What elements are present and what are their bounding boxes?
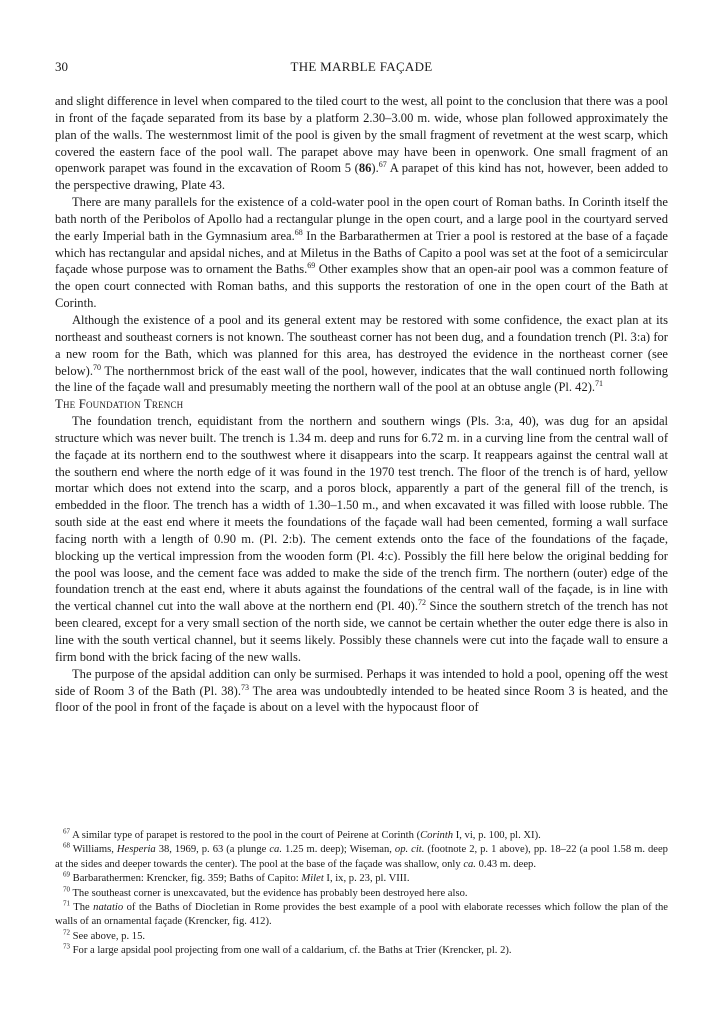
footnote-ref[interactable]: 69 [307, 261, 316, 271]
running-title: THE MARBLE FAÇADE [290, 59, 433, 74]
text-run: 0.43 m. deep. [475, 858, 536, 870]
footnote-ref[interactable]: 70 [92, 362, 101, 372]
footnote-ref[interactable]: 68 [294, 227, 303, 237]
paragraph-1 [55, 93, 668, 194]
body-text [55, 93, 668, 716]
footnote-68 [55, 843, 668, 872]
italic-run: ca. [463, 858, 476, 870]
footnote-71 [55, 901, 668, 930]
italic-run: Hesperia [116, 844, 156, 856]
footnote-number: 67 [63, 827, 70, 836]
footnote-ref[interactable]: 67 [378, 160, 387, 170]
text-run: A similar type of parapet is restored to the pool in the court of Peirene at Corinth ( [70, 830, 421, 841]
italic-run: Milet [301, 873, 324, 885]
catalog-number: 86 [358, 161, 372, 176]
text-run: The [70, 902, 94, 914]
text-run: See above, p. 15. [70, 930, 146, 942]
text-run: 1.25 m. deep); Wiseman, [281, 844, 395, 856]
footnote-70 [55, 887, 668, 901]
text-run: Other examples show that an open-air pool was a common feature of the open court connected with Roman baths, and this supports the restoration of one in the open court of the Bath at Corinth. [55, 262, 669, 311]
text-run: 38, 1969, p. 63 (a plunge [155, 844, 270, 856]
footnote-67 [55, 829, 668, 843]
text-run: For a large apsidal pool projecting from one wall of a caldarium, cf. the Baths at Trier (Krencker, pl. 2). [70, 945, 512, 957]
text-run: Although the existence of a pool and its general extent may be restored with some confidence, the exact plan at its northeast and southeast corners is not known. The southeast corner has not been dug, and a foundation trench (Pl. 3:a) for a new room for the Bath, which was planned for this area, has destroyed the evidence in the northeast corner (see below). [55, 312, 668, 378]
paragraph-5 [55, 666, 668, 717]
text-run: The southeast corner is unexcavated, but the evidence has probably been destroyed here also. [70, 887, 468, 899]
text-run: Since the southern stretch of the trench has not been cleared, except for a very small section of the north side, we cannot be certain whether the outer edge there is also in line with the south vertical channel, but it seems likely. Possibly these channels were cut into the façade wall to ensure a firm bond with the brick facing of the new walls. [55, 599, 668, 664]
text-run: The purpose of the apsidal addition can only be surmised. Perhaps it was intended to hold a pool, opening off the west side of Room 3 of the Bath (Pl. 38). [55, 666, 668, 698]
italic-run: Corinth [420, 830, 454, 841]
footnote-number: 70 [63, 885, 70, 894]
footnote-69 [55, 872, 668, 886]
text-run: The area was undoubtedly intended to be heated since Room 3 is heated, and the floor of the pool in front of the façade is about on a level with the hypocaust floor of [55, 683, 668, 715]
italic-run: op. cit. [394, 844, 425, 856]
text-run: (footnote 2, p. 1 above), pp. 18–22 (a pool 1.58 m. deep at the sides and deeper towards the center). The pool at the base of the façade was shallow, only [55, 844, 668, 870]
text-run: In the Barbarathermen at Trier a pool is restored at the base of a façade which has rectangular and apsidal niches, and at Miletus in the Baths of Capito a pool was set at the foot of a semicircular façade whose purpose was to ornament the Baths. [55, 228, 668, 277]
text-run: of the Baths of Diocletian in Rome provides the best example of a pool with elaborate recesses which follow the plan of the walls of an ornamental façade (Krencker, fig. 412). [55, 902, 669, 928]
footnote-ref[interactable]: 72 [417, 598, 426, 608]
running-header [55, 58, 668, 76]
footnote-number: 69 [63, 870, 70, 879]
text-run: and slight difference in level when compared to the tiled court to the west, all point to the conclusion that there was a pool in front of the façade separated from its base by a platform 2.30–3.00 m. wide, whose plan followed approximately the plan of the walls. The westernmost limit of the pool is given by the small fragment of revetment at the west scarp, which covered the eastern face of the pool wall. The parapet above may have been in openwork. One small fragment of an openwork parapet was found in the excavation of Room 5 ( [55, 94, 668, 176]
paragraph-3 [55, 312, 668, 396]
footnote-73 [55, 944, 668, 958]
footnote-number: 68 [63, 841, 70, 850]
text-run: The foundation trench, equidistant from the northern and southern wings (Pls. 3:a, 40), was dug for an apsidal structure which was never built. The trench is 1.34 m. deep and runs for 6.72 m. in a curving line from the central wall of the façade at its northern end to the southwest where it disappears into the scarp. It reappears against the central wall at the southern end where the north edge of it was found in the 1970 test trench. The floor of the trench is of hard, yellow mortar which does not extend into the scarp, and a poros block, apparently a part of the general fill of the trench, is embedded in the floor. The trench has a width of 1.30–1.50 m., and when excavated it was filled with loose rubble. The south side at the east end where it meets the foundations of the façade wall had been cemented, forming a wall surface facing north with a length of 0.90 m. (Pl. 2:b). The cement extends onto the face of the foundations of the façade, blocking up the vertical impression from the wooden form (Pl. 4:c). Possibly the fill here below the original bedding for the pool was loose, and the cement face was added to make the side of the trench firm. The northern (outer) edge of the foundation trench at the east end, where it abuts against the foundations of the central wall of the façade, is in line with the vertical channel cut into the wall above at the northern end (Pl. 40). [55, 414, 668, 614]
text-run: I, vi, p. 100, pl. XI). [453, 830, 541, 841]
text-run: The northernmost brick of the east wall of the pool, however, indicates that the wall continued north following the line of the façade wall and presumably meeting the northern wall of the pool at an obtuse angle (Pl. 42). [55, 363, 668, 395]
text-run: A parapet of this kind has not, however, been added to the perspective drawing, Plate 43. [55, 161, 668, 193]
text-run: There are many parallels for the existence of a cold-water pool in the open court of Roman baths. In Corinth itself the bath north of the Peribolos of Apollo had a rectangular plunge in the open court, and a large pool in the courtyard served the early Imperial bath in the Gymnasium area. [55, 195, 668, 243]
text-run: ). [371, 161, 379, 176]
text-run: I, ix, p. 23, pl. VIII. [323, 873, 410, 885]
footnote-number: 73 [63, 942, 70, 951]
footnotes [55, 829, 668, 959]
footnote-72 [55, 930, 668, 944]
section-heading: The Foundation Trench [55, 397, 184, 412]
text-run: Williams, [70, 844, 117, 856]
footnote-number: 71 [63, 899, 70, 908]
footnote-number: 72 [63, 928, 70, 937]
paragraph-2 [55, 194, 668, 312]
italic-run: natatio [93, 902, 124, 914]
text-run: Barbarathermen: Krencker, fig. 359; Baths of Capito: [70, 873, 302, 885]
page-number: 30 [55, 59, 68, 74]
footnote-ref[interactable]: 71 [595, 379, 604, 389]
paragraph-4 [55, 413, 668, 666]
footnote-ref[interactable]: 73 [241, 682, 249, 692]
italic-run: ca. [269, 844, 282, 856]
